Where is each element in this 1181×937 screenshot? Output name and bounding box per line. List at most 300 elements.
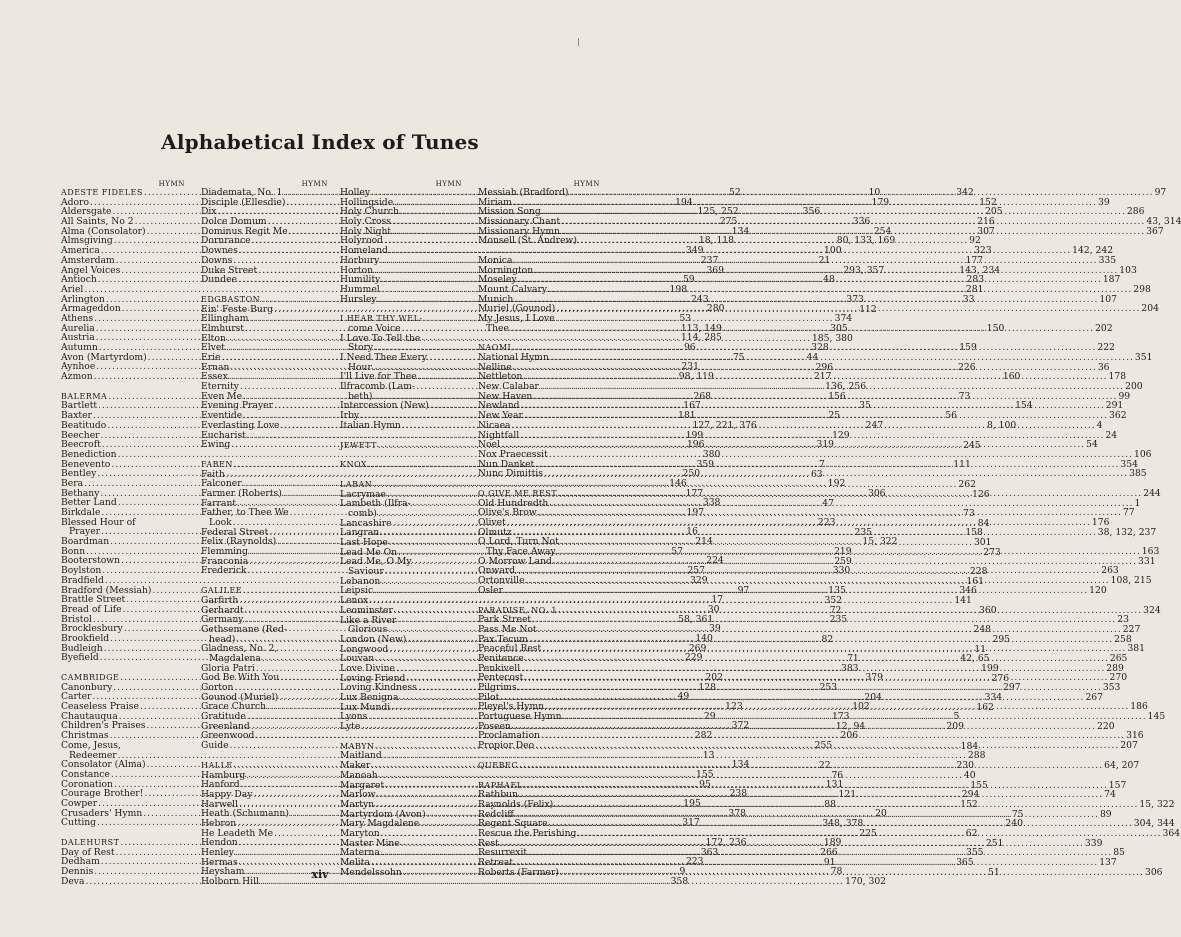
hymn-number: 154 bbox=[1015, 400, 1033, 412]
hymn-number: 7 bbox=[819, 458, 825, 470]
tune-name: Dedham bbox=[61, 856, 100, 868]
tune-name: Birkdale bbox=[61, 507, 101, 518]
hymn-number: 255 bbox=[814, 740, 833, 752]
tune-name: Onward bbox=[478, 565, 516, 577]
hymn-number: 134 bbox=[731, 759, 750, 771]
hymn-number: 228 bbox=[969, 566, 988, 578]
tune-name: My Jesus, I Love bbox=[478, 312, 555, 324]
tune-name: Ortonville bbox=[478, 575, 525, 587]
tune-name: Old Hundredth bbox=[478, 497, 549, 509]
hymn-number: 76 bbox=[831, 769, 844, 781]
tune-name: Federal Street bbox=[201, 526, 269, 538]
hymn-number: 199 bbox=[981, 662, 999, 674]
hymn-number: 97 bbox=[737, 584, 750, 596]
hymn-number: 336 bbox=[852, 216, 871, 228]
hymn-number: 369 bbox=[706, 264, 724, 276]
tune-name: He Leadeth Me bbox=[201, 827, 274, 839]
tune-name: Intercession (New) bbox=[340, 400, 429, 412]
hymn-number: 44 bbox=[806, 352, 819, 363]
hymn-number: 143, 234 bbox=[959, 264, 1001, 276]
hymn-number: 281 bbox=[965, 283, 984, 295]
hymn-number: 121 bbox=[838, 788, 857, 800]
tune-name: Cowper bbox=[61, 797, 98, 809]
hymn-number: 293, 357 bbox=[843, 264, 885, 276]
tune-name: Dominus Regit Me bbox=[201, 225, 288, 237]
tune-name: Moseley bbox=[478, 274, 517, 286]
tune-name: New Haven bbox=[478, 390, 533, 402]
tune-name: Holley bbox=[340, 187, 371, 198]
hymn-number: 194 bbox=[675, 196, 693, 208]
hymn-number: 92 bbox=[969, 235, 981, 247]
tune-name: Love Divine bbox=[340, 662, 395, 674]
tune-name: Miriam bbox=[478, 196, 512, 208]
hymn-number: 75 bbox=[1011, 808, 1024, 820]
hymn-number: 331 bbox=[1138, 555, 1156, 567]
tune-name: Children's Praises bbox=[61, 720, 146, 732]
tune-name: Gratitude bbox=[201, 711, 246, 723]
tune-name: Leipsic bbox=[340, 585, 374, 597]
hymn-number: 47 bbox=[822, 497, 834, 509]
hymn-number: 223 bbox=[685, 856, 704, 868]
tune-name: Hursley bbox=[340, 293, 377, 305]
tune-name: Armageddon bbox=[61, 303, 121, 315]
tune-name: Faith bbox=[201, 468, 225, 480]
hymn-number: 323 bbox=[974, 245, 992, 257]
hymn-number: 244 bbox=[1143, 487, 1161, 499]
tune-name: Dornrance bbox=[201, 235, 251, 247]
tune-name: CAMBRIDGE bbox=[61, 673, 120, 682]
tune-name: Lyte bbox=[340, 721, 361, 733]
tune-name: Nox Praecessit bbox=[478, 448, 548, 460]
hymn-number: 170, 302 bbox=[845, 876, 887, 888]
tune-name: God Be With You bbox=[201, 672, 280, 684]
tune-name: Rathbun bbox=[478, 789, 518, 801]
tune-name: Materna bbox=[340, 847, 380, 859]
hymn-number: 17 bbox=[711, 594, 724, 606]
tune-name: Azmon bbox=[61, 371, 93, 383]
hymn-number: 226 bbox=[958, 361, 976, 373]
hymn-number: 258 bbox=[1114, 633, 1132, 645]
hymn-number: 156 bbox=[828, 390, 846, 402]
tune-name: Baxter bbox=[61, 410, 92, 422]
tune-name: Ceaseless Praise bbox=[61, 701, 139, 713]
hymn-number: 373 bbox=[846, 293, 864, 305]
hymn-number: 152 bbox=[960, 798, 978, 810]
tune-name: Bristol bbox=[61, 613, 92, 625]
tune-name: Redcliff bbox=[478, 808, 514, 820]
hymn-number: 245 bbox=[963, 439, 981, 451]
tune-name: Heath (Schumann) bbox=[201, 808, 289, 820]
tune-name: PARADISE, NO. 1 bbox=[478, 605, 557, 615]
tune-name: BALERMA bbox=[61, 391, 108, 401]
tune-name: Bradford (Messiah) bbox=[61, 584, 152, 596]
hymn-number: 131 bbox=[825, 779, 844, 791]
tune-name: Gorton bbox=[201, 682, 234, 693]
hymn-number: 54 bbox=[1086, 439, 1098, 451]
tune-name: National Hymn bbox=[478, 352, 549, 363]
tune-name: Pax Tecum bbox=[478, 633, 528, 645]
tune-name: Alma (Consolator) bbox=[61, 225, 146, 237]
hymn-number: 288 bbox=[967, 750, 986, 762]
tune-name: Marlow bbox=[340, 789, 376, 801]
hymn-number: 127, 221, 376 bbox=[692, 419, 757, 431]
hymn-number: 29 bbox=[703, 710, 716, 722]
hymn-number: 319 bbox=[816, 439, 835, 451]
hymn-number: 294 bbox=[961, 789, 980, 801]
tune-name: Like a River bbox=[340, 614, 397, 626]
tune-name: Franconia bbox=[201, 555, 249, 567]
hymn-number: 96 bbox=[683, 342, 696, 353]
tune-name: Bread of Life bbox=[61, 603, 122, 615]
tune-name: Mornington bbox=[478, 264, 534, 276]
hymn-number: 225 bbox=[859, 827, 877, 839]
hymn-number: 186 bbox=[1130, 701, 1148, 713]
tune-name: Newland bbox=[478, 400, 520, 412]
tune-name: Louvan bbox=[340, 653, 375, 665]
hymn-number: 134 bbox=[731, 225, 750, 237]
hymn-number: 52 bbox=[728, 187, 741, 198]
tune-name: Harwell bbox=[201, 798, 239, 810]
hymn-number: 204 bbox=[1141, 303, 1159, 315]
tune-name: Missionary Chant bbox=[478, 216, 561, 228]
tune-name: Hebron bbox=[201, 817, 237, 829]
hymn-number: 137 bbox=[1099, 857, 1117, 868]
tune-name: Monsell (St. Andrew) bbox=[478, 235, 577, 247]
hymn-number: 273 bbox=[983, 546, 1001, 558]
tune-name: Consolator (Alma) bbox=[61, 759, 146, 771]
hymn-number: 129 bbox=[832, 429, 850, 441]
leader-dots bbox=[555, 304, 1141, 314]
tune-name: Resurrexit bbox=[478, 847, 528, 859]
leader-dots bbox=[503, 586, 1089, 596]
hymn-number: 250 bbox=[682, 468, 701, 480]
hymn-number: 209 bbox=[946, 721, 964, 733]
hymn-number: 102 bbox=[852, 701, 870, 713]
hymn-number: 150 bbox=[986, 322, 1005, 334]
tune-name: Farmer (Roberts) bbox=[201, 487, 282, 499]
hymn-number: 351 bbox=[1134, 352, 1153, 363]
tune-name: Muriel (Gounod) bbox=[478, 303, 556, 315]
hymn-number: 286 bbox=[1126, 206, 1145, 218]
hymn-number: 8, 100 bbox=[986, 419, 1017, 431]
tune-name: Henley bbox=[201, 847, 234, 858]
tune-name: Budleigh bbox=[61, 642, 103, 654]
tune-name: Grace Church bbox=[201, 701, 267, 713]
tune-name: Crusaders' Hymn bbox=[61, 807, 143, 819]
tune-name: Hour bbox=[348, 361, 372, 373]
hymn-number: 152 bbox=[979, 196, 997, 208]
tune-name: Osler bbox=[478, 584, 504, 596]
tune-name: Arlington bbox=[61, 293, 105, 305]
hymn-number: 364 bbox=[1162, 827, 1181, 839]
hymn-number: 383 bbox=[840, 662, 859, 674]
hymn-number: 73 bbox=[963, 507, 975, 519]
tune-name: Prayer bbox=[69, 526, 101, 538]
tune-name: Ellingham bbox=[201, 313, 249, 325]
hymn-number: 59 bbox=[682, 274, 695, 286]
tune-name: Glorious bbox=[348, 624, 388, 636]
hymn-number: 297 bbox=[1003, 682, 1021, 694]
hymn-number: 95 bbox=[699, 778, 711, 790]
hymn-number: 367 bbox=[1146, 225, 1164, 237]
tune-name: Olive's Brow bbox=[478, 507, 537, 519]
hymn-number: 78 bbox=[830, 866, 843, 878]
tune-name: Disciple (Ellesdie) bbox=[201, 196, 286, 208]
tune-name: Falconer bbox=[201, 478, 242, 490]
hymn-number: 108, 215 bbox=[1110, 575, 1152, 587]
tune-name: Eucharist bbox=[201, 429, 246, 441]
hymn-number: 381 bbox=[1127, 643, 1145, 655]
hymn-number: 80, 133, 169 bbox=[836, 235, 896, 247]
tune-name: Cutting bbox=[61, 817, 97, 829]
hymn-number: 282 bbox=[694, 730, 713, 742]
tune-name: Evening Prayer bbox=[201, 400, 273, 412]
hymn-number: 301 bbox=[973, 537, 992, 548]
hymn-number: 43, 314 bbox=[1146, 216, 1181, 228]
hymn-number: 141 bbox=[954, 595, 972, 607]
tune-name: Deva bbox=[61, 875, 85, 887]
hymn-number: 120 bbox=[1089, 584, 1107, 596]
hymn-number: 1 bbox=[1134, 497, 1141, 509]
hymn-number: 335 bbox=[1098, 254, 1117, 266]
hymn-number: 217 bbox=[813, 371, 832, 383]
hymn-number: 63 bbox=[810, 468, 823, 480]
hymn-number: 53 bbox=[679, 312, 692, 324]
tune-name: Better Land bbox=[61, 497, 117, 509]
hymn-number: 307 bbox=[977, 225, 995, 237]
hymn-number: 10 bbox=[868, 187, 881, 198]
tune-name: Holyrood bbox=[340, 235, 384, 247]
hymn-number: 198 bbox=[669, 283, 688, 295]
hymn-number: 296 bbox=[815, 361, 834, 373]
tune-name: Loving Kindness bbox=[340, 682, 417, 694]
hymn-number: 24 bbox=[1105, 429, 1118, 441]
margin-mark bbox=[578, 38, 579, 46]
hymn-number: 266 bbox=[820, 847, 838, 858]
tune-name: DALEHURST bbox=[61, 838, 120, 847]
hymn-number: 270 bbox=[1109, 672, 1128, 684]
hymn-number: 155 bbox=[696, 768, 714, 780]
tune-name: Martyrdom (Avon) bbox=[340, 808, 426, 820]
tune-name: I'll Live for Thee bbox=[340, 371, 417, 383]
tune-name: Duke Street bbox=[201, 264, 258, 276]
hymn-number: 49 bbox=[677, 691, 690, 703]
tune-name: Nightfall bbox=[478, 429, 520, 441]
hymn-number: 172, 236 bbox=[705, 837, 747, 848]
hymn-number: 22 bbox=[818, 759, 831, 771]
hymn-number: 243 bbox=[691, 293, 709, 305]
tune-name: America bbox=[61, 245, 100, 257]
tune-name: Margaret bbox=[340, 779, 385, 791]
hymn-number: 289 bbox=[1106, 662, 1124, 674]
tune-name: Story bbox=[348, 342, 374, 354]
tune-name: Gethsemane (Red- bbox=[201, 623, 287, 635]
section-gap bbox=[340, 431, 462, 441]
tune-name: Brookfield bbox=[61, 632, 110, 644]
tune-name: Hermas bbox=[201, 856, 238, 868]
hymn-number: 12, 94 bbox=[835, 720, 866, 732]
tune-name: Greenland bbox=[201, 720, 250, 732]
hymn-number: 339 bbox=[1084, 837, 1103, 849]
hymn-number: 283 bbox=[966, 274, 985, 286]
tune-name: Pass Me Not bbox=[478, 623, 537, 635]
tune-name: Leominster bbox=[340, 604, 393, 616]
tune-name: NAOMI bbox=[478, 343, 512, 353]
tune-name: Mendelssohn bbox=[340, 866, 402, 878]
hymn-number: 146 bbox=[669, 477, 687, 489]
tune-name: Hendon bbox=[201, 837, 238, 849]
tune-name: GALILEE bbox=[201, 586, 243, 596]
tune-name: Pleyel's Hymn bbox=[478, 701, 545, 713]
hymn-number: 253 bbox=[819, 682, 838, 693]
hymn-number: 21 bbox=[818, 254, 831, 266]
hymn-number: 187 bbox=[1102, 274, 1121, 286]
tune-name: Nettleton bbox=[478, 371, 523, 383]
hymn-number: 305 bbox=[830, 322, 848, 334]
hymn-number: 247 bbox=[865, 419, 884, 431]
tune-name: Byefield bbox=[61, 652, 99, 664]
tune-name: beth) bbox=[348, 390, 373, 402]
hymn-number: 74 bbox=[1104, 789, 1116, 801]
page-title: Alphabetical Index of Tunes bbox=[161, 130, 479, 154]
tune-name: Redeemer bbox=[69, 749, 117, 761]
tune-name: Park Street bbox=[478, 614, 532, 626]
tune-name: Bera bbox=[61, 477, 84, 489]
tune-name: Dundee bbox=[201, 274, 237, 286]
hymn-number: 178 bbox=[1108, 371, 1127, 383]
tune-name: Holy Church bbox=[340, 206, 399, 218]
tune-name: Chautauqua bbox=[61, 710, 118, 722]
hymn-number: 356 bbox=[802, 206, 821, 218]
tune-name: Langran bbox=[340, 527, 380, 539]
tune-name: Missionary Hymn bbox=[478, 225, 560, 237]
hymn-number: 223 bbox=[817, 517, 836, 528]
hymn-number: 374 bbox=[834, 313, 853, 325]
tune-name: Hollingside bbox=[340, 196, 394, 208]
hymn-number: 268 bbox=[693, 390, 712, 402]
tune-name: Dix bbox=[201, 206, 217, 218]
tune-name: Homeland bbox=[340, 245, 388, 257]
hymn-number: 181 bbox=[678, 410, 696, 422]
hymn-number: 269 bbox=[688, 642, 707, 654]
tune-name: O GIVE ME REST bbox=[478, 488, 558, 498]
tune-name: Guide bbox=[201, 740, 229, 752]
tune-name: come Voice bbox=[348, 322, 401, 334]
hymn-number: 56 bbox=[945, 410, 957, 422]
hymn-number: 185, 380 bbox=[811, 332, 853, 344]
tune-name: Aldersgate bbox=[61, 206, 112, 218]
tune-name: Penkivell bbox=[478, 662, 521, 674]
hymn-number: 5 bbox=[953, 711, 960, 723]
hymn-number: 222 bbox=[1097, 342, 1115, 354]
tune-name: Canonbury bbox=[61, 681, 113, 693]
tune-name: head) bbox=[209, 633, 236, 645]
hymn-number: 15, 322 bbox=[862, 536, 898, 548]
hymn-number: 231 bbox=[681, 361, 699, 373]
tune-name: Irby bbox=[340, 410, 360, 422]
tune-name: Peaceful Rest bbox=[478, 643, 542, 655]
tune-name: Beecher bbox=[61, 429, 100, 441]
hymn-number: 229 bbox=[684, 652, 703, 664]
tune-name: Holborn Hill bbox=[201, 876, 259, 888]
hymn-number: 280 bbox=[706, 303, 725, 315]
hymn-number: 72 bbox=[829, 604, 842, 616]
tune-name: Hamburg bbox=[201, 769, 246, 781]
hymn-number: 167 bbox=[683, 400, 701, 412]
hymn-number: 158 bbox=[965, 527, 983, 539]
hymn-number: 161 bbox=[966, 575, 984, 587]
hymn-number: 216 bbox=[977, 216, 995, 228]
tune-name: Italian Hymn bbox=[340, 419, 401, 431]
hymn-number: 317 bbox=[682, 817, 700, 829]
hymn-number: 35 bbox=[859, 400, 871, 412]
tune-name: Pentecost bbox=[478, 672, 524, 684]
hymn-number: 40 bbox=[963, 769, 976, 781]
tune-name: I Love To Tell the bbox=[340, 332, 421, 344]
hymn-number: 306 bbox=[867, 487, 886, 499]
tune-name: Thee bbox=[486, 322, 509, 334]
hymn-number: 13 bbox=[702, 749, 715, 761]
tune-name: Dennis bbox=[61, 866, 94, 878]
column-header-hymn: HYMN bbox=[573, 180, 600, 188]
hymn-number: 328 bbox=[811, 342, 829, 354]
tune-name: Pilgrims bbox=[478, 682, 517, 693]
hymn-number: 84 bbox=[977, 517, 990, 529]
hymn-number: 20 bbox=[875, 808, 887, 820]
hymn-number: 88 bbox=[824, 798, 836, 810]
tune-name: Everlasting Love bbox=[201, 419, 280, 431]
hymn-number: 363 bbox=[700, 846, 719, 858]
leader-dots bbox=[543, 469, 1129, 479]
tune-name: Even Me bbox=[201, 390, 243, 402]
hymn-number: 113, 149 bbox=[680, 322, 722, 334]
tune-name: Ein' Feste Burg bbox=[201, 303, 274, 315]
tune-name: Holy Cross bbox=[340, 216, 391, 228]
tune-name: Lyons bbox=[340, 711, 368, 723]
tune-name: Flemming bbox=[201, 546, 248, 558]
hymn-number: 184 bbox=[960, 740, 979, 752]
hymn-number: 238 bbox=[729, 788, 748, 800]
tune-name: O Lord, Turn Not bbox=[478, 536, 559, 548]
hymn-number: 58, 361 bbox=[678, 613, 714, 625]
hymn-number: 235 bbox=[854, 526, 873, 538]
leader-dots bbox=[518, 761, 1104, 771]
tune-name: Ilfracomb (Lam- bbox=[340, 381, 416, 393]
tune-name: Melita bbox=[340, 857, 370, 868]
tune-name: Happy Day bbox=[201, 788, 253, 800]
tune-name: Mission Song bbox=[478, 206, 541, 218]
tune-name: Lenox bbox=[340, 595, 369, 607]
tune-name: Heysham bbox=[201, 866, 245, 878]
hymn-number: 97 bbox=[1154, 187, 1167, 198]
leader-dots bbox=[560, 227, 1146, 237]
tune-name: Bethany bbox=[61, 487, 100, 499]
leader-dots bbox=[534, 741, 1120, 751]
tune-name: Horton bbox=[340, 264, 374, 276]
hymn-number: 224 bbox=[706, 555, 724, 567]
hymn-number: 159 bbox=[959, 342, 977, 354]
hymn-number: 173 bbox=[831, 711, 850, 723]
tune-name: Downes bbox=[201, 245, 238, 257]
hymn-number: 157 bbox=[1108, 779, 1127, 791]
hymn-number: 82 bbox=[821, 633, 834, 645]
hymn-number: 276 bbox=[991, 672, 1010, 684]
page-number: xiv bbox=[311, 868, 329, 881]
hymn-number: 39 bbox=[709, 623, 721, 635]
hymn-number: 91 bbox=[823, 856, 836, 868]
hymn-number: 219 bbox=[834, 546, 852, 558]
hymn-number: 123 bbox=[725, 701, 743, 713]
